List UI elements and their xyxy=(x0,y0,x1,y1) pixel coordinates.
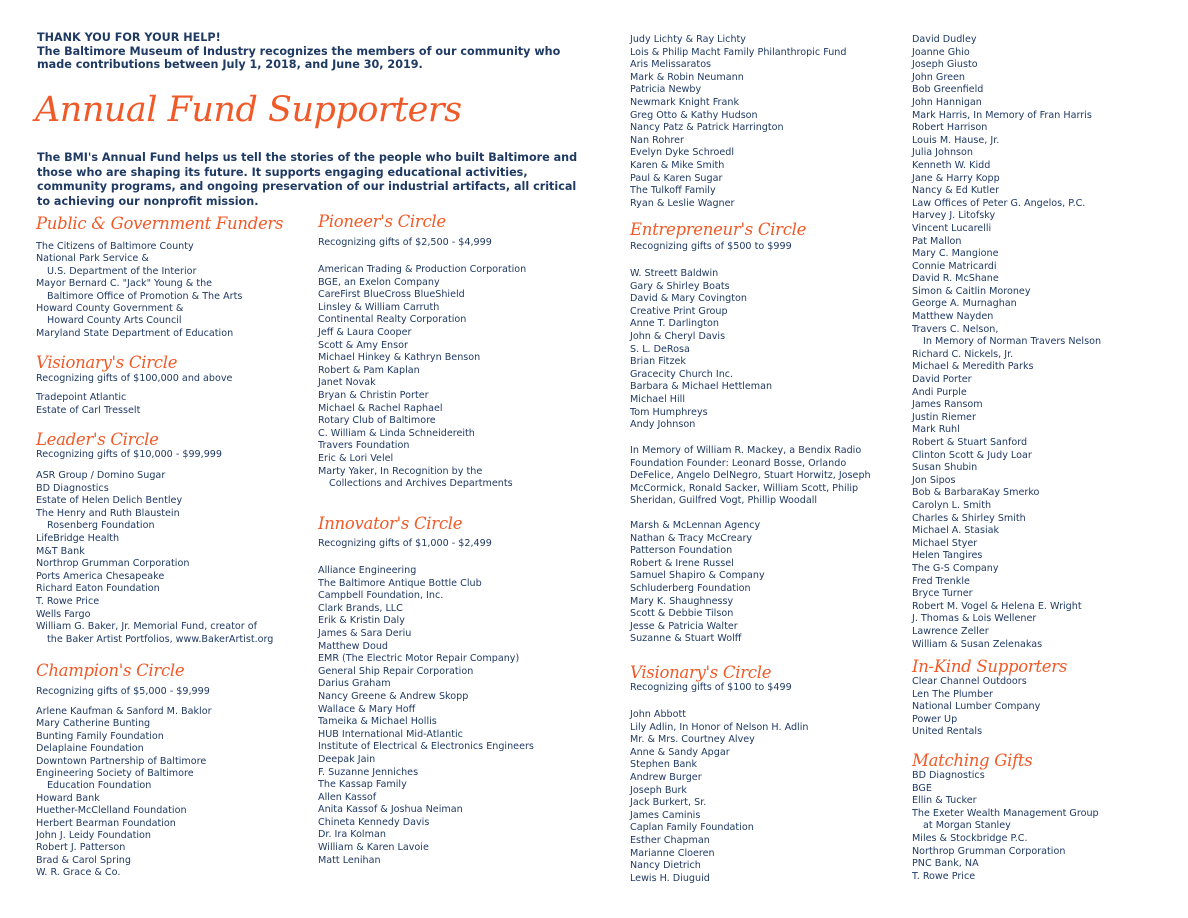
intro-text: The Baltimore Museum of Industry recognizes the members of our community who made contributions between July 1, 2018, and June 30, 2019. xyxy=(37,44,561,71)
donor-entry: F. Suzanne Jenniches xyxy=(318,766,419,778)
visionary-low-subtitle: Recognizing gifts of $100 to $499 xyxy=(630,682,792,693)
donor-entry: Nan Rohrer xyxy=(630,134,684,146)
donor-entry: Bunting Family Foundation xyxy=(36,730,164,742)
donor-entry: David & Mary Covington xyxy=(630,293,747,305)
public-gov-list xyxy=(36,241,242,340)
donor-entry: Tradepoint Atlantic xyxy=(36,392,127,403)
donor-entry: Schluderberg Foundation xyxy=(630,582,751,594)
visionary-high-subtitle: Recognizing gifts of $100,000 and above xyxy=(36,373,233,384)
donor-entry: Education Foundation xyxy=(47,780,152,792)
donor-entry: Charles & Shirley Smith xyxy=(912,512,1026,524)
entrepreneurs-title: Entrepreneur's Circle xyxy=(630,220,807,239)
visionary-high-list xyxy=(36,392,140,417)
donor-entry: American Trading & Production Corporation xyxy=(318,264,527,275)
donor-entry: Mark & Robin Neumann xyxy=(630,71,744,83)
page-title: Annual Fund Supporters xyxy=(35,90,462,130)
intro-block xyxy=(37,31,577,72)
donor-entry: Nancy Greene & Andrew Skopp xyxy=(318,690,469,702)
entrepreneurs-list xyxy=(630,268,772,432)
donor-entry: Clark Brands, LLC xyxy=(318,602,403,614)
donor-entry: Suzanne & Stuart Wolff xyxy=(630,633,742,645)
donor-entry: Baltimore Office of Promotion & The Arts xyxy=(47,290,243,302)
donor-entry: Michael Styer xyxy=(912,537,978,549)
donor-entry: Marty Yaker, In Recognition by the xyxy=(318,465,483,477)
donor-entry: Estate of Carl Tresselt xyxy=(36,404,141,416)
donor-entry: Deepak Jain xyxy=(318,753,376,765)
donor-entry: The Kassap Family xyxy=(318,779,407,791)
donor-entry: Lily Adlin, In Honor of Nelson H. Adlin xyxy=(630,721,809,733)
donor-entry: The Baltimore Antique Bottle Club xyxy=(318,577,482,589)
donor-entry: Karen & Mike Smith xyxy=(630,159,725,171)
donor-entry: Engineering Society of Baltimore xyxy=(36,768,194,780)
donor-entry: Andi Purple xyxy=(912,386,967,398)
donor-entry: T. Rowe Price xyxy=(36,595,100,607)
donor-entry: Jesse & Patricia Walter xyxy=(630,620,738,632)
innovators-list xyxy=(318,565,534,867)
donor-entry: Jon Sipos xyxy=(912,474,956,486)
donor-entry: Gary & Shirley Boats xyxy=(630,280,730,292)
donor-entry: W. R. Grace & Co. xyxy=(36,867,121,879)
donor-entry: Susan Shubin xyxy=(912,462,978,474)
donor-entry: Patricia Newby xyxy=(630,84,702,96)
col4-top-list xyxy=(912,34,1101,651)
visionary-low-title: Visionary's Circle xyxy=(630,663,772,682)
donor-entry: John Hannigan xyxy=(912,96,982,108)
champions-title: Champion's Circle xyxy=(36,661,185,680)
donor-entry: Matthew Doud xyxy=(318,640,388,652)
donor-entry: William & Susan Zelenakas xyxy=(912,638,1043,650)
pioneers-list xyxy=(318,264,526,491)
donor-entry: S. L. DeRosa xyxy=(630,343,690,355)
donor-entry: Mark Ruhl xyxy=(912,424,960,436)
donor-entry: Aris Melissaratos xyxy=(630,59,712,71)
donor-entry: M&T Bank xyxy=(36,545,85,557)
donor-entry: William & Karen Lavoie xyxy=(318,842,429,854)
donor-entry: Andy Johnson xyxy=(630,419,696,431)
donor-entry: Law Offices of Peter G. Angelos, P.C. xyxy=(912,197,1086,209)
entrepreneurs-subtitle: Recognizing gifts of $500 to $999 xyxy=(630,241,792,252)
donor-entry: Matthew Nayden xyxy=(912,311,994,323)
donor-entry: Wells Fargo xyxy=(36,608,91,620)
donor-entry: Connie Matricardi xyxy=(912,260,997,272)
donor-entry: Ports America Chesapeake xyxy=(36,570,165,582)
donor-entry: Barbara & Michael Hettleman xyxy=(630,381,773,393)
donor-entry: Jeff & Laura Cooper xyxy=(318,326,412,338)
donor-entry: The Henry and Ruth Blaustein xyxy=(36,507,180,519)
donor-entry: U.S. Department of the Interior xyxy=(47,265,197,277)
donor-entry: Miles & Stockbridge P.C. xyxy=(912,832,1028,844)
donor-entry: David Dudley xyxy=(912,34,977,45)
donor-entry: Wallace & Mary Hoff xyxy=(318,703,416,715)
donor-entry: Pat Mallon xyxy=(912,235,962,247)
donor-entry: Ellin & Tucker xyxy=(912,795,977,807)
innovators-title: Innovator's Circle xyxy=(318,514,463,533)
donor-entry: Maryland State Department of Education xyxy=(36,327,234,339)
donor-entry: Collections and Archives Departments xyxy=(329,478,513,490)
donor-entry: Bryan & Christin Porter xyxy=(318,389,429,401)
donor-entry: Bryce Turner xyxy=(912,588,973,600)
donor-entry: Michael & Meredith Parks xyxy=(912,361,1034,373)
donor-entry: James & Sara Deriu xyxy=(318,627,412,639)
donor-entry: Mary Catherine Bunting xyxy=(36,718,151,730)
donor-entry: Mayor Bernard C. "Jack" Young & the xyxy=(36,278,213,290)
donor-entry: Nancy Patz & Patrick Harrington xyxy=(630,122,784,134)
inkind-title: In-Kind Supporters xyxy=(912,657,1067,676)
donor-entry: Rotary Club of Baltimore xyxy=(318,415,436,427)
donor-entry: Allen Kassof xyxy=(318,791,377,803)
donor-entry: Marianne Cloeren xyxy=(630,847,715,859)
donor-entry: Northrop Grumman Corporation xyxy=(912,845,1066,857)
donor-entry: the Baker Artist Portfolios, www.BakerArtist.org xyxy=(47,633,274,645)
donor-entry: Darius Graham xyxy=(318,678,391,690)
donor-entry: Lewis H. Diuguid xyxy=(630,872,710,884)
donor-entry: Harvey J. Litofsky xyxy=(912,210,996,222)
donor-entry: Andrew Burger xyxy=(630,771,702,783)
memorial-text: In Memory of William R. Mackey, a Bendix Radio Foundation Founder: Leonard Bosse, Orlando DeFelice, Angelo DelNegro, Stuart Horwitz, Joseph McCormick, Ronald Sacker, William Scott, Philip Sheridan, Guilfred Vogt, Phillip Woodall xyxy=(630,445,871,507)
donor-entry: Dr. Ira Kolman xyxy=(318,829,386,841)
donor-entry: Fred Trenkle xyxy=(912,575,970,587)
donor-entry: LifeBridge Health xyxy=(36,532,120,544)
donor-entry: Huether-McClelland Foundation xyxy=(36,805,187,817)
champions-subtitle: Recognizing gifts of $5,000 - $9,999 xyxy=(36,686,210,697)
donor-entry: Carolyn L. Smith xyxy=(912,499,992,511)
donor-entry: Anita Kassof & Joshua Neiman xyxy=(318,804,463,816)
donor-entry: Matt Lenihan xyxy=(318,854,381,866)
donor-entry: The Citizens of Baltimore County xyxy=(36,241,194,252)
donor-entry: Michael Hinkey & Kathryn Benson xyxy=(318,352,481,364)
donor-entry: BGE xyxy=(912,782,932,794)
donor-entry: Delaplaine Foundation xyxy=(36,743,144,755)
donor-entry: T. Rowe Price xyxy=(912,870,976,882)
entrepreneurs-list-2 xyxy=(630,520,765,646)
donor-entry: Arlene Kaufman & Sanford M. Baklor xyxy=(36,706,212,717)
donor-entry: Evelyn Dyke Schroedl xyxy=(630,147,735,159)
donor-entry: Joseph Burk xyxy=(630,784,687,796)
donor-entry: John J. Leidy Foundation xyxy=(36,830,151,842)
pioneers-subtitle: Recognizing gifts of $2,500 - $4,999 xyxy=(318,237,492,248)
donor-entry: Rosenberg Foundation xyxy=(47,520,155,532)
donor-entry: Travers C. Nelson, xyxy=(912,323,999,335)
donor-entry: Vincent Lucarelli xyxy=(912,222,992,234)
donor-entry: Nathan & Tracy McCreary xyxy=(630,532,753,544)
donor-entry: Robert Harrison xyxy=(912,122,988,134)
donor-entry: Nancy Dietrich xyxy=(630,860,701,872)
leaders-title: Leader's Circle xyxy=(36,430,159,449)
donor-entry: Jane & Harry Kopp xyxy=(912,172,1000,184)
donor-entry: Joanne Ghio xyxy=(912,46,970,58)
donor-entry: National Park Service & xyxy=(36,253,149,265)
donor-entry: Esther Chapman xyxy=(630,834,710,846)
donor-entry: Ryan & Leslie Wagner xyxy=(630,197,735,209)
donor-entry: Kenneth W. Kidd xyxy=(912,159,991,171)
donor-entry: Bob Greenfield xyxy=(912,84,984,96)
donor-entry: Greg Otto & Kathy Hudson xyxy=(630,109,758,121)
donor-entry: Howard County Government & xyxy=(36,303,184,315)
donor-entry: Michael Hill xyxy=(630,393,686,405)
donor-entry: Anne & Sandy Apgar xyxy=(630,746,730,758)
col3-top-list xyxy=(630,34,846,210)
donor-entry: In Memory of Norman Travers Nelson xyxy=(923,336,1102,348)
thank-you-heading: THANK YOU FOR YOUR HELP! xyxy=(37,31,221,44)
donor-entry: Paul & Karen Sugar xyxy=(630,172,723,184)
fund-description: The BMI's Annual Fund helps us tell the stories of the people who built Baltimore and those who are shaping its future. It supports engaging educational activities, community programs, and ongoing preservation of our industrial artifacts, all critical to achieving our nonprofit mission. xyxy=(37,151,578,208)
donor-entry: Mary K. Shaughnessy xyxy=(630,595,734,607)
donor-entry: Justin Riemer xyxy=(912,411,976,423)
donor-entry: Scott & Amy Ensor xyxy=(318,339,408,351)
donor-entry: Caplan Family Foundation xyxy=(630,822,754,834)
pioneers-title: Pioneer's Circle xyxy=(318,212,446,231)
leaders-list xyxy=(36,470,273,646)
donor-entry: James Ransom xyxy=(912,399,983,411)
donor-entry: Erik & Kristin Daly xyxy=(318,615,405,627)
visionary-high-title: Visionary's Circle xyxy=(36,353,178,372)
donor-entry: Mark Harris, In Memory of Fran Harris xyxy=(912,109,1092,121)
donor-entry: Mary C. Mangione xyxy=(912,248,999,260)
donor-entry: The Tulkoff Family xyxy=(630,185,716,197)
donor-entry: The Exeter Wealth Management Group xyxy=(912,807,1099,819)
donor-entry: John Green xyxy=(912,71,965,83)
donor-entry: James Caminis xyxy=(630,809,701,821)
donor-entry: Nancy & Ed Kutler xyxy=(912,185,1000,197)
donor-entry: Herbert Bearman Foundation xyxy=(36,817,176,829)
donor-entry: Travers Foundation xyxy=(318,440,410,452)
donor-entry: Eric & Lori Velel xyxy=(318,452,394,464)
donor-entry: Alliance Engineering xyxy=(318,565,417,576)
donor-entry: Continental Realty Corporation xyxy=(318,314,467,326)
donor-entry: Marsh & McLennan Agency xyxy=(630,520,761,531)
donor-entry: Julia Johnson xyxy=(912,147,973,159)
donor-entry: EMR (The Electric Motor Repair Company) xyxy=(318,653,520,665)
donor-entry: Downtown Partnership of Baltimore xyxy=(36,755,207,767)
donor-entry: John & Cheryl Davis xyxy=(630,330,726,342)
donor-entry: PNC Bank, NA xyxy=(912,858,979,870)
donor-entry: Creative Print Group xyxy=(630,305,728,317)
donor-entry: Michael & Rachel Raphael xyxy=(318,402,443,414)
donor-entry: Bob & BarbaraKay Smerko xyxy=(912,487,1040,499)
donor-entry: Power Up xyxy=(912,713,958,725)
champions-list xyxy=(36,706,212,880)
donor-entry: BD Diagnostics xyxy=(36,482,109,494)
donor-entry: Howard Bank xyxy=(36,792,100,804)
donor-entry: W. Streett Baldwin xyxy=(630,268,719,279)
donor-entry: Tom Humphreys xyxy=(630,406,708,418)
donor-entry: Helen Tangires xyxy=(912,550,983,562)
donor-entry: Jack Burkert, Sr. xyxy=(630,797,707,809)
donor-entry: Gracecity Church Inc. xyxy=(630,368,734,380)
donor-entry: David Porter xyxy=(912,374,972,386)
matching-list xyxy=(912,770,1099,883)
donor-entry: Northrop Grumman Corporation xyxy=(36,558,190,570)
donor-entry: HUB International Mid-Atlantic xyxy=(318,728,463,740)
donor-entry: George A. Murnaghan xyxy=(912,298,1017,310)
inkind-list xyxy=(912,676,1040,739)
donor-entry: Len The Plumber xyxy=(912,688,993,700)
donor-entry: Richard C. Nickels, Jr. xyxy=(912,348,1014,360)
donor-entry: Linsley & William Carruth xyxy=(318,301,440,313)
donor-entry: Richard Eaton Foundation xyxy=(36,583,160,595)
donor-entry: CareFirst BlueCross BlueShield xyxy=(318,289,465,301)
donor-entry: Patterson Foundation xyxy=(630,545,733,557)
donor-entry: Robert M. Vogel & Helena E. Wright xyxy=(912,600,1082,612)
donor-entry: William G. Baker, Jr. Memorial Fund, creator of xyxy=(36,621,257,633)
donor-entry: C. William & Linda Schneidereith xyxy=(318,427,475,439)
donor-entry: Stephen Bank xyxy=(630,759,698,771)
donor-entry: Anne T. Darlington xyxy=(630,318,719,330)
donor-entry: Joseph Giusto xyxy=(912,59,978,71)
donor-entry: BGE, an Exelon Company xyxy=(318,276,440,288)
donor-entry: Samuel Shapiro & Company xyxy=(630,570,765,582)
donor-entry: Lawrence Zeller xyxy=(912,625,989,637)
donor-entry: Robert & Pam Kaplan xyxy=(318,364,420,376)
donor-entry: Estate of Helen Delich Bentley xyxy=(36,495,183,507)
donor-entry: John Abbott xyxy=(630,709,687,720)
donor-entry: BD Diagnostics xyxy=(912,770,985,781)
donor-entry: Brad & Carol Spring xyxy=(36,854,131,866)
donor-entry: Robert J. Patterson xyxy=(36,842,126,854)
donor-entry: Michael A. Stasiak xyxy=(912,525,1000,537)
donor-entry: Chineta Kennedy Davis xyxy=(318,816,430,828)
donor-entry: Institute of Electrical & Electronics Engineers xyxy=(318,741,534,753)
donor-entry: National Lumber Company xyxy=(912,701,1041,713)
donor-entry: Mr. & Mrs. Courtney Alvey xyxy=(630,734,755,746)
donor-entry: Louis M. Hause, Jr. xyxy=(912,134,1000,146)
donor-entry: Simon & Caitlin Moroney xyxy=(912,285,1031,297)
donor-entry: General Ship Repair Corporation xyxy=(318,665,474,677)
donor-entry: Clinton Scott & Judy Loar xyxy=(912,449,1032,461)
donor-entry: United Rentals xyxy=(912,726,983,738)
donor-entry: The G-S Company xyxy=(912,562,999,574)
donor-entry: Janet Novak xyxy=(318,377,376,389)
donor-entry: Clear Channel Outdoors xyxy=(912,676,1027,687)
visionary-low-list xyxy=(630,709,808,885)
donor-entry: Robert & Stuart Sanford xyxy=(912,437,1028,448)
donor-entry: Campbell Foundation, Inc. xyxy=(318,590,444,602)
donor-entry: ASR Group / Domino Sugar xyxy=(36,470,166,481)
donor-entry: Tameika & Michael Hollis xyxy=(318,716,437,728)
innovators-subtitle: Recognizing gifts of $1,000 - $2,499 xyxy=(318,538,492,549)
donor-entry: J. Thomas & Lois Wellener xyxy=(912,613,1037,625)
donor-entry: Scott & Debbie Tilson xyxy=(630,608,734,620)
donor-entry: Robert & Irene Russel xyxy=(630,557,734,569)
matching-title: Matching Gifts xyxy=(912,751,1033,770)
leaders-subtitle: Recognizing gifts of $10,000 - $99,999 xyxy=(36,449,223,460)
donor-entry: Lois & Philip Macht Family Philanthropic Fund xyxy=(630,46,847,58)
donor-entry: at Morgan Stanley xyxy=(923,820,1011,832)
donor-entry: Judy Lichty & Ray Lichty xyxy=(630,34,746,45)
donor-entry: Howard County Arts Council xyxy=(47,315,182,327)
donor-entry: Newmark Knight Frank xyxy=(630,96,739,108)
donor-entry: David R. McShane xyxy=(912,273,999,285)
donor-entry: Brian Fitzek xyxy=(630,356,686,368)
public-gov-title: Public & Government Funders xyxy=(36,214,284,233)
